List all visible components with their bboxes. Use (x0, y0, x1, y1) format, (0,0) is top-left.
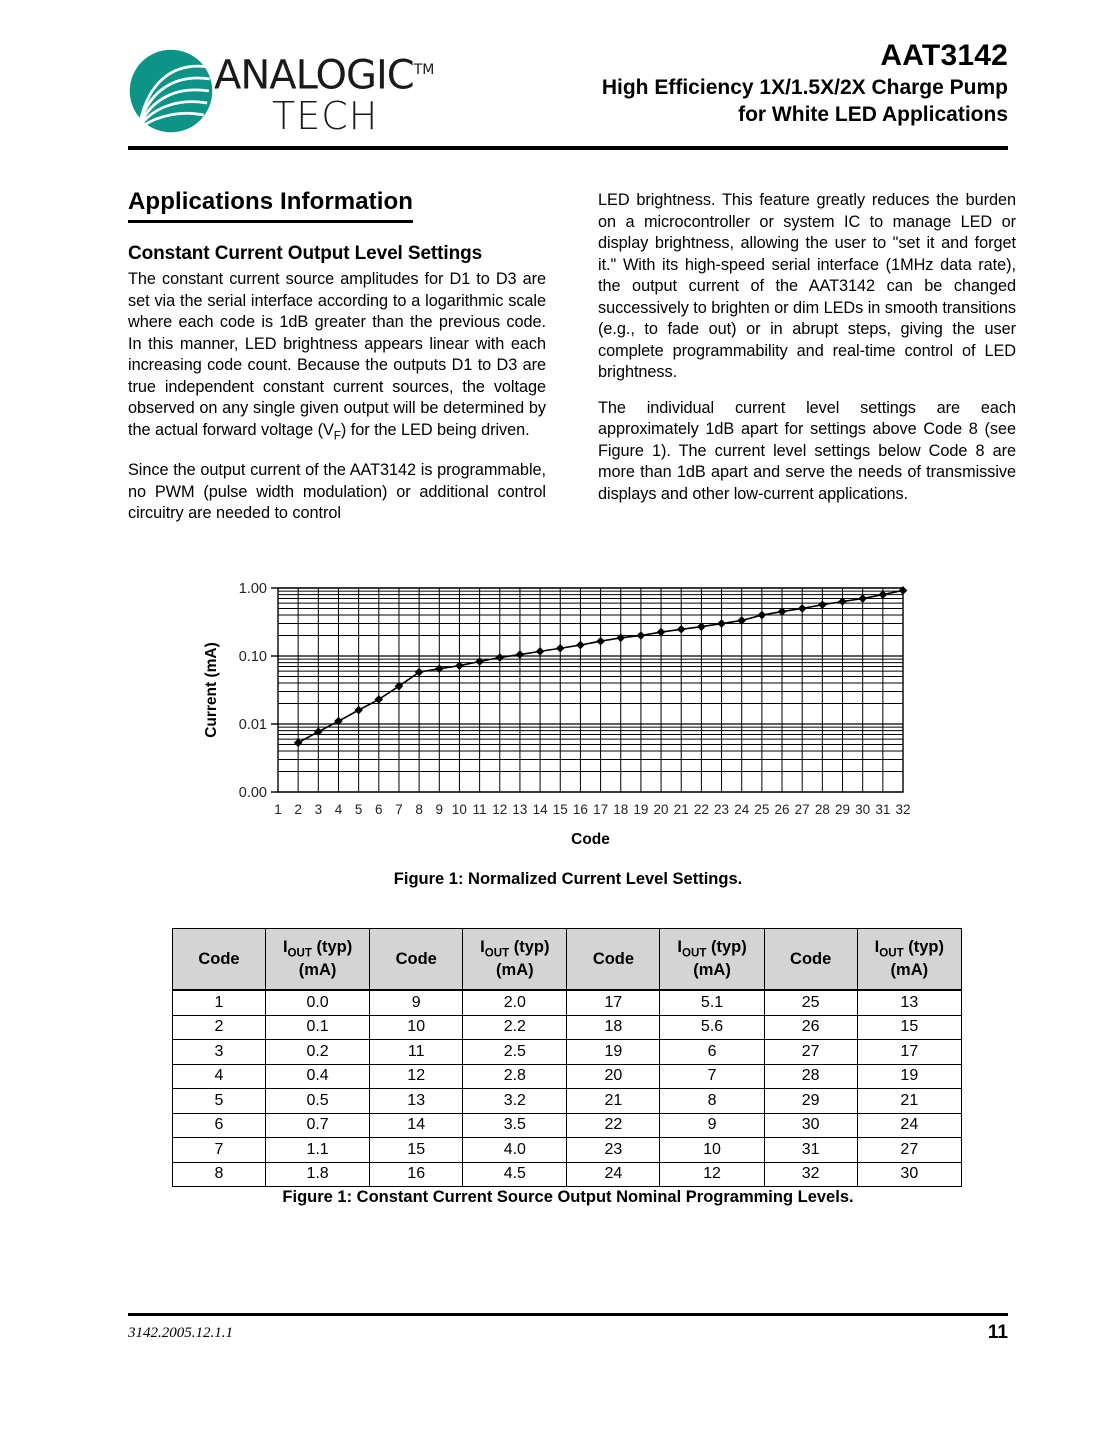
plot-background (278, 588, 903, 792)
cell-code: 31 (764, 1138, 857, 1163)
col-header-code-4: Code (764, 929, 857, 991)
x-tick-label: 8 (415, 802, 423, 817)
cell-iout: 1.1 (265, 1138, 369, 1163)
x-tick-label: 14 (532, 802, 548, 817)
table-row (173, 990, 962, 1015)
chart-canvas (128, 570, 1008, 860)
header-divider (128, 146, 1008, 150)
y-tick-label: 0.10 (238, 649, 267, 665)
table-row (173, 1064, 962, 1089)
cell-iout: 15 (857, 1015, 961, 1040)
cell-code: 7 (173, 1138, 266, 1163)
cell-code: 9 (370, 990, 463, 1015)
logo-analogic-text: ANALOGIC™ (214, 52, 435, 99)
cell-code: 14 (370, 1113, 463, 1138)
col-header-iout-1: $I_{OUT}$ (typ) (mA) (265, 929, 369, 991)
page-title: Applications Information (128, 188, 413, 223)
cell-iout: 6 (660, 1040, 764, 1065)
cell-code: 22 (567, 1113, 660, 1138)
cell-iout: 2.8 (463, 1064, 567, 1089)
x-tick-label: 11 (472, 802, 487, 817)
x-tick-label: 30 (855, 802, 871, 817)
cell-iout: 0.5 (265, 1089, 369, 1114)
x-tick-label: 3 (314, 802, 323, 817)
cell-iout: 27 (857, 1138, 961, 1163)
cell-code: 11 (370, 1040, 463, 1065)
page-number: 11 (987, 1322, 1008, 1343)
y-tick-label: 0.00 (238, 785, 267, 801)
cell-code: 20 (567, 1064, 660, 1089)
cell-iout: 0.4 (265, 1064, 369, 1089)
y-axis-title: Current (mA) (203, 642, 220, 738)
y-tick-label: 0.01 (238, 717, 267, 733)
cell-code: 19 (567, 1040, 660, 1065)
cell-code: 1 (173, 990, 266, 1015)
cell-code: 29 (764, 1089, 857, 1114)
cell-code: 16 (370, 1162, 463, 1187)
right-column (598, 190, 1016, 505)
left-column (128, 188, 546, 525)
chart-group (239, 581, 903, 801)
cell-code: 17 (567, 990, 660, 1015)
x-tick-label: 20 (653, 802, 669, 817)
cell-iout: 5.1 (660, 990, 764, 1015)
header-titles (602, 38, 1008, 128)
paragraph-right-1: LED brightness. This feature greatly reduces the burden on a microcontroller or system IC to manage LED or display brightness, allowing the user to "set it and forget it." With its high-speed serial interface (1MHz data rate), the output current of the AAT3142 can be changed successively to brighten or dim LEDs in smooth transitions (e.g., to fade out) or in abrupt steps, giving the user complete programmability and real-time control of LED brightness. (598, 191, 1016, 381)
x-tick-label: 15 (552, 802, 568, 817)
table-row (173, 1040, 962, 1065)
logo-trademark: TM (413, 62, 435, 78)
cell-code: 12 (370, 1064, 463, 1089)
x-tick-label: 6 (375, 802, 383, 817)
x-tick-label: 17 (593, 802, 609, 817)
cell-iout: 3.2 (463, 1089, 567, 1114)
x-tick-label: 29 (835, 802, 851, 817)
cell-code: 23 (567, 1138, 660, 1163)
cell-iout: 19 (857, 1064, 961, 1089)
x-tick-label: 9 (435, 802, 444, 817)
cell-code: 8 (173, 1162, 266, 1187)
cell-iout: 17 (857, 1040, 961, 1065)
col-header-code-1: Code (173, 929, 266, 991)
col-header-code-2: Code (370, 929, 463, 991)
table-row (173, 1113, 962, 1138)
cell-iout: 9 (660, 1113, 764, 1138)
x-axis-title: Code (571, 831, 610, 848)
paragraph-left-2: Since the output current of the AAT3142 is programmable, no PWM (pulse width modulation) or additional control circuitry are needed to control (128, 461, 546, 523)
x-tick-label: 4 (334, 802, 343, 817)
document-id: 3142.2005.12.1.1 (128, 1325, 233, 1341)
x-tick-label: 22 (693, 802, 709, 817)
x-tick-label: 23 (714, 802, 730, 817)
table-header-row (173, 929, 962, 991)
page-header (128, 38, 1008, 148)
col-header-iout-2: $I_{OUT}$ (typ) (mA) (463, 929, 567, 991)
figure-1-chart-caption: Figure 1: Normalized Current Level Settings. (393, 870, 743, 888)
cell-iout: 0.7 (265, 1113, 369, 1138)
cell-iout: 7 (660, 1064, 764, 1089)
cell-code: 4 (173, 1064, 266, 1089)
x-tick-label: 32 (895, 802, 911, 817)
col-header-iout-4: $I_{OUT}$ (typ) (mA) (857, 929, 961, 991)
company-logo (128, 46, 435, 151)
cell-code: 30 (764, 1113, 857, 1138)
x-tick-label: 24 (734, 802, 750, 817)
vf-subscript: F (333, 428, 341, 442)
cell-code: 3 (173, 1040, 266, 1065)
x-tick-label: 31 (875, 802, 891, 817)
x-tick-label: 7 (395, 802, 403, 817)
cell-iout: 30 (857, 1162, 961, 1187)
x-tick-label: 13 (512, 802, 528, 817)
x-tick-label: 2 (294, 802, 302, 817)
cell-code: 25 (764, 990, 857, 1015)
cell-code: 5 (173, 1089, 266, 1114)
cell-code: 24 (567, 1162, 660, 1187)
cell-iout: 5.6 (660, 1015, 764, 1040)
cell-code: 28 (764, 1064, 857, 1089)
cell-iout: 3.5 (463, 1113, 567, 1138)
x-tick-label: 27 (794, 802, 810, 817)
cell-code: 2 (173, 1015, 266, 1040)
cell-iout: 1.8 (265, 1162, 369, 1187)
cell-iout: 2.5 (463, 1040, 567, 1065)
cell-iout: 21 (857, 1089, 961, 1114)
cell-iout: 0.2 (265, 1040, 369, 1065)
x-tick-label: 12 (492, 802, 508, 817)
part-number: AAT3142 (880, 39, 1008, 72)
cell-code: 18 (567, 1015, 660, 1040)
logo-tech-text: TECH (272, 94, 379, 139)
figure-1-table-caption: Figure 1: Constant Current Source Output Nominal Programming Levels. (282, 1188, 854, 1206)
cell-code: 27 (764, 1040, 857, 1065)
subsection-title: Constant Current Output Level Settings (128, 243, 483, 264)
table-row (173, 1015, 962, 1040)
cell-code: 21 (567, 1089, 660, 1114)
current-level-chart (128, 570, 1008, 860)
product-title-line-1: High Efficiency 1X/1.5X/2X Charge Pump (601, 76, 1008, 99)
x-tick-label: 18 (613, 802, 629, 817)
table-row (173, 1089, 962, 1114)
cell-code: 15 (370, 1138, 463, 1163)
cell-iout: 2.0 (463, 990, 567, 1015)
cell-iout: 2.2 (463, 1015, 567, 1040)
x-tick-label: 26 (774, 802, 790, 817)
cell-code: 6 (173, 1113, 266, 1138)
x-tick-label: 25 (754, 802, 770, 817)
cell-code: 13 (370, 1089, 463, 1114)
cell-iout: 8 (660, 1089, 764, 1114)
paragraph-left-1-part-a: The constant current source amplitudes for D1 to D3 are set via the serial interface according to a logarithmic scale where each code is 1dB greater than the previous code. In this manner, LED brightness appears linear with each increasing code count. Because the outputs D1 to D3 are true independent constant current sources, the voltage observed on any single given output will be determined by the actual forward voltage (V (128, 270, 546, 439)
cell-iout: 0.1 (265, 1015, 369, 1040)
programming-levels-table (172, 928, 962, 1187)
cell-iout: 24 (857, 1113, 961, 1138)
cell-iout: 0.0 (265, 990, 369, 1015)
footer-divider (128, 1313, 1008, 1316)
x-tick-label: 1 (274, 802, 282, 817)
col-header-code-3: Code (567, 929, 660, 991)
x-tick-label: 21 (673, 802, 689, 817)
cell-iout: 12 (660, 1162, 764, 1187)
x-tick-label: 16 (572, 802, 588, 817)
x-tick-label: 5 (354, 802, 363, 817)
product-title-line-2: for White LED Applications (738, 103, 1008, 126)
y-tick-label: 1.00 (238, 581, 267, 597)
paragraph-right-2: The individual current level settings are each approximately 1dB apart for settings above Code 8 (see Figure 1). The current level settings below Code 8 are more than 1dB apart and serve the needs of transmissive displays and other low-current applications. (598, 398, 1016, 503)
cell-iout: 4.5 (463, 1162, 567, 1187)
analogic-tech-logo-icon (128, 48, 214, 134)
paragraph-left-1-part-b: ) for the LED being driven. (340, 420, 530, 439)
cell-code: 32 (764, 1162, 857, 1187)
cell-iout: 4.0 (463, 1138, 567, 1163)
paragraph-left-1 (128, 269, 546, 446)
table-body (173, 990, 962, 1187)
table-row (173, 1138, 962, 1163)
cell-iout: 10 (660, 1138, 764, 1163)
x-tick-label: 10 (451, 802, 467, 817)
logo-wordmark (214, 50, 435, 142)
col-header-iout-3: $I_{OUT}$ (typ) (mA) (660, 929, 764, 991)
cell-code: 26 (764, 1015, 857, 1040)
cell-code: 10 (370, 1015, 463, 1040)
cell-iout: 13 (857, 990, 961, 1015)
table-row (173, 1162, 962, 1187)
x-tick-label: 28 (814, 802, 830, 817)
x-tick-label: 19 (633, 802, 649, 817)
